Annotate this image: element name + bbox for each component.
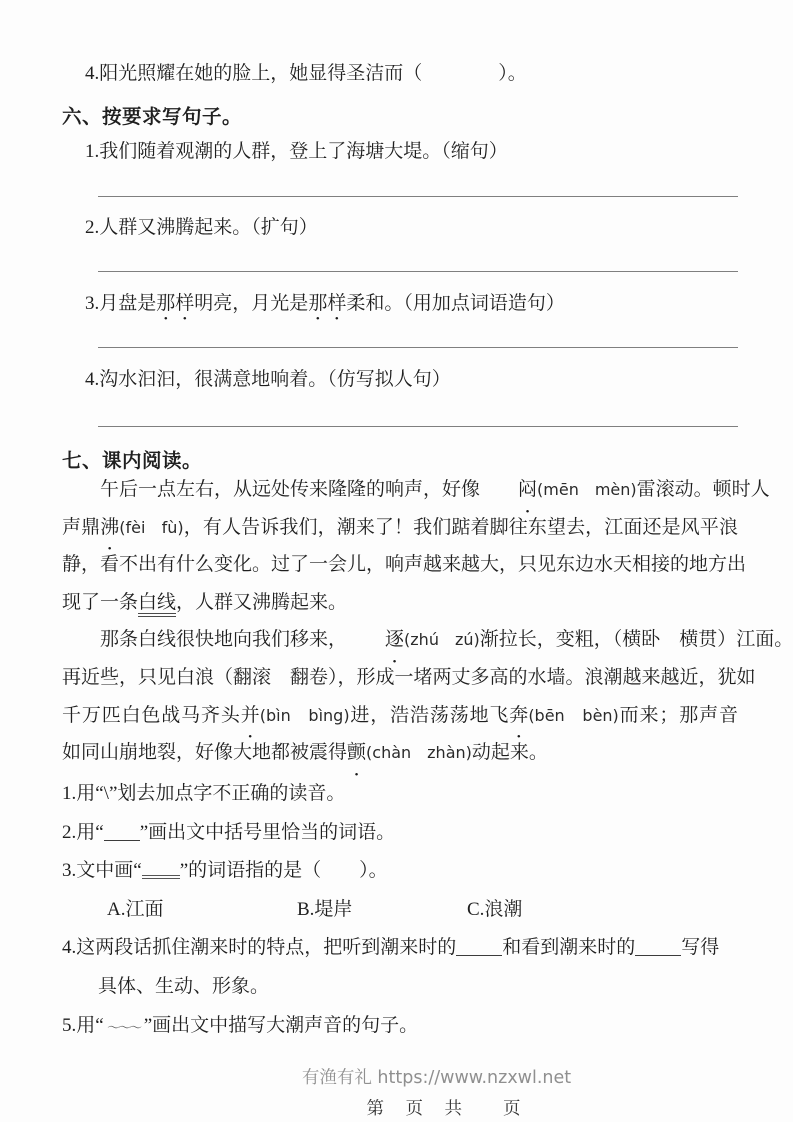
- passage-line: 千万匹白色战马齐头并(bìn bìng)进，浩浩荡荡地飞奔(bēn bèn)而来；那声音: [62, 704, 738, 726]
- passage-line: 声鼎沸(fèi fù)，有人告诉我们，潮来了！我们踮着脚往东望去，江面还是风平浪: [62, 516, 738, 538]
- option-b: B.堤岸: [297, 898, 353, 920]
- section-six-item-4: 4.沟水汩汩，很满意地响着。（仿写拟人句）: [85, 369, 451, 390]
- section-six: [62, 140, 738, 440]
- footer-page-indicator: [0, 1095, 793, 1120]
- section-six-heading: 六、按要求写句子。: [62, 107, 243, 128]
- footer-page-label: 第 页 共 页: [366, 1098, 523, 1118]
- answer-line: [98, 426, 738, 427]
- inline-blank-line: [635, 937, 681, 956]
- passage-line: 那条白线很快地向我们移来， 逐(zhú zú)渐拉长，变粗，（横卧 横贯）江面。: [100, 629, 793, 651]
- question-3-options: [62, 891, 738, 930]
- reading-passage: [62, 471, 793, 772]
- section-seven-heading: 七、课内阅读。: [62, 451, 203, 472]
- footer-site-text: 有渔有礼 https://www.nzxwl.net: [301, 1068, 572, 1088]
- inline-blank-wavy: ～～～: [107, 1021, 141, 1035]
- option-c: C.浪潮: [467, 898, 523, 920]
- footer-watermark: [0, 1064, 793, 1089]
- answer-line: [98, 347, 738, 348]
- question-3: 3.文中画“ ”的词语指的是（ ）。: [62, 852, 738, 891]
- section-six-item-1: 1.我们随着观潮的人群，登上了海塘大堤。（缩句）: [85, 141, 508, 162]
- question-2: 2.用“ ”画出文中括号里恰当的词语。: [62, 821, 396, 843]
- inline-blank-line: [104, 822, 140, 841]
- passage-line: 现了一条白线，人群又沸腾起来。: [62, 584, 738, 622]
- section-six-item-3: 3.月盘是那样明亮，月光是那样柔和。（用加点词语造句）: [85, 293, 565, 314]
- passage-line: 午后一点左右，从远处传来隆隆的响声，好像 闷(mēn mèn)雷滚动。顿时人: [100, 479, 770, 500]
- answer-line: [98, 196, 738, 197]
- section-seven-questions: [62, 775, 738, 1045]
- question-4: 4.这两段话抓住潮来时的特点，把听到潮来时的 和看到潮来时的 写得: [62, 937, 720, 959]
- answer-line: [98, 271, 738, 272]
- carryover-item-4: 4.阳光照耀在她的脸上，她显得圣洁而（ ）。: [85, 63, 527, 84]
- passage-line: 静，看不出有什么变化。过了一会儿，响声越来越大，只见东边水天相接的地方出: [62, 554, 747, 576]
- question-1: 1.用“\”划去加点字不正确的读音。: [62, 783, 346, 804]
- passage-line: 再近些，只见白浪（翻滚 翻卷），形成一堵两丈多高的水墙。浪潮越来越近，犹如: [62, 666, 756, 688]
- passage-line: 如同山崩地裂，好像大地都被震得颤(chàn zhàn)动起来。: [62, 742, 548, 764]
- question-4-continuation-text: 具体、生动、形象。: [98, 975, 270, 997]
- question-5: 5.用“ ～～～ ”画出文中描写大潮声音的句子。: [62, 1014, 419, 1036]
- option-a: A.江面: [107, 898, 164, 920]
- inline-blank-double: [142, 857, 180, 879]
- question-4-continuation: [62, 968, 738, 1007]
- inline-blank-line: [456, 937, 502, 956]
- section-six-item-2: 2.人群又沸腾起来。（扩句）: [85, 217, 318, 238]
